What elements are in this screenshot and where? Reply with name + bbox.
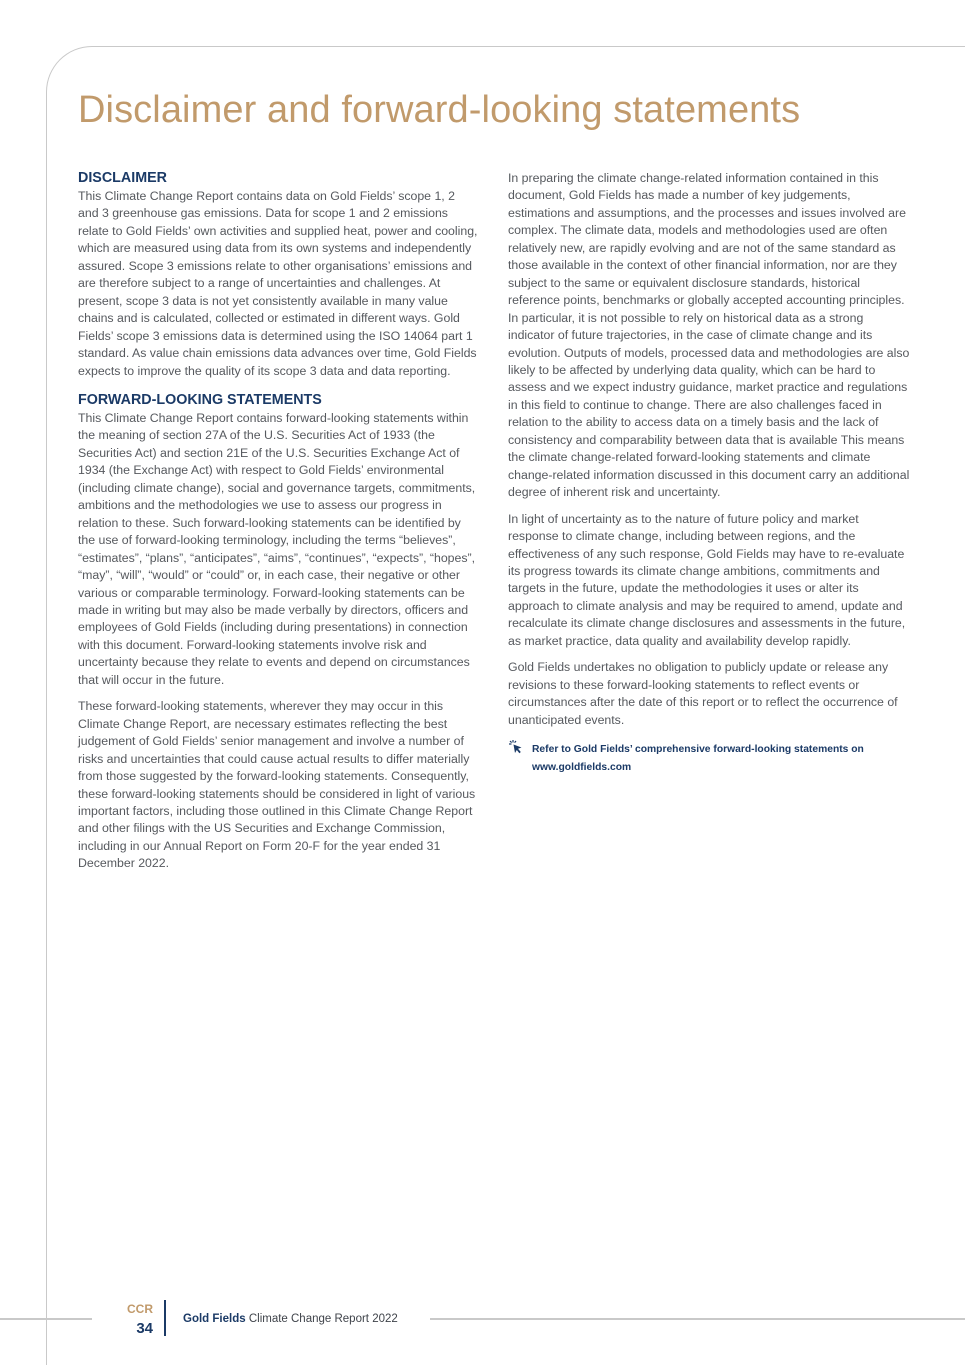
forward-looking-heading: FORWARD-LOOKING STATEMENTS xyxy=(78,391,322,408)
footer-section-code: CCR xyxy=(127,1302,153,1316)
footer-report-title: Climate Change Report 2022 xyxy=(248,1313,398,1325)
forward-looking-paragraph-1: This Climate Change Report contains forward-looking statements within the meaning of section 27A of the U.S. Securities Act of 1933 (the Securities Act) and section 21E of the U.S. Securities Exchange Act of 1934 (the Exchange Act) with respect to Gold Fields’ environmental (including climate change), social and governance targets, commitments, ambitions and the methodologies we use to assess our progress in relation to these. Such forward-looking statements can be identified by the use of forward-looking terminology, including the terms “believes”, “estimates”, “plans”, “anticipates”, “aims”, “continues”, “expects”, “hopes”, “may”, “will”, “would” or “could” or, in each case, their negative or other various or comparable terminology. Forward-looking statements can be made in writing but may also be made verbally by directors, officers and employees of Gold Fields (including during presentations) in connection with this document. Forward-looking statements involve risk and uncertainty because they relate to events and depend on circumstances that will occur in the future. xyxy=(78,410,476,687)
footer-rule-left xyxy=(0,1318,92,1320)
footer-brand-name: Gold Fields xyxy=(183,1313,246,1325)
right-column xyxy=(508,170,911,775)
climate-info-paragraph: In preparing the climate change-related information contained in this document, Gold Fields has made a number of key judgements, estimations and assumptions, and the processes and issues involved are complex. The climate data, models and methodologies used are often relatively new, are rapidly evolving and are not of the same standard as those available in the context of other financial information, nor are they subject to the same or equivalent disclosure standards, historical reference points, benchmarks or globally accepted accounting principles. In particular, it is not possible to rely on historical data as a strong indicator of future trajectories, in the case of climate change and its evolution. Outputs of models, processed data and methodologies are also likely to be affected by underlying data quality, which can be hard to assess and we expect industry guidance, market practice and regulations in this field to continue to change. There are also challenges faced in relation to the ability to access data on a timely basis and the lack of consistency and comparability between data that is available This means the climate change-related forward-looking statements and climate change-related information discussed in this document carry an additional degree of inherent risk and uncertainty. xyxy=(508,171,910,500)
pointer-click-icon xyxy=(508,739,524,755)
reference-note[interactable] xyxy=(508,739,911,775)
forward-looking-paragraph-2: These forward-looking statements, wherever they may occur in this Climate Change Report, are necessary estimates reflecting the best judgement of Gold Fields’ senior management and involve a number of risks and uncertainties that could cause actual results to differ materially from those suggested by the forward-looking statements. Consequently, these forward-looking statements should be considered in light of various important factors, including those outlined in this Climate Change Report and other filings with the US Securities and Exchange Commission, including in our Annual Report on Form 20-F for the year ended 31 December 2022. xyxy=(78,699,476,871)
footer-rule-right xyxy=(430,1318,965,1320)
footer-page-number: 34 xyxy=(136,1320,153,1337)
left-column xyxy=(78,170,478,882)
footer-report-name xyxy=(183,1312,398,1326)
no-obligation-paragraph: Gold Fields undertakes no obligation to publicly update or release any revisions to these forward-looking statements to reflect events or circumstances after the date of this report or to reflect the occurrence of unanticipated events. xyxy=(508,660,898,727)
disclaimer-heading: DISCLAIMER xyxy=(78,170,167,186)
page-title: Disclaimer and forward-looking statements xyxy=(78,89,801,131)
disclaimer-paragraph: This Climate Change Report contains data on Gold Fields’ scope 1, 2 and 3 greenhouse gas emissions. Data for scope 1 and 2 emissions relate to Gold Fields’ own activities and supplied heat, power and cooling, which are measured using data from its own systems and independently assured. Scope 3 emissions relate to other organisations’ emissions and are therefore subject to a range of uncertainties and challenges. At present, scope 3 data is not yet consistently available in many value chains and is calculated, collected or estimated in different ways. Gold Fields’ scope 3 emissions data is determined using the ISO 14064 part 1 standard. As value chain emissions data advances over time, Gold Fields expects to improve the quality of its scope 3 data and data reporting. xyxy=(78,189,478,378)
uncertainty-paragraph: In light of uncertainty as to the nature of future policy and market response to climate change, including between regions, and the effectiveness of any such response, Gold Fields may have to re-evaluate its progress towards its climate change ambitions, commitments and targets in the future, update the methodologies it uses or alter its approach to climate analysis and may be required to amend, update and recalculate its climate change disclosures and assessments in the future, as market practice, data quality and availability develop rapidly. xyxy=(508,511,906,648)
footer-divider xyxy=(164,1300,166,1336)
reference-note-text: Refer to Gold Fields’ comprehensive forward-looking statements on www.goldfields.com xyxy=(532,744,864,774)
